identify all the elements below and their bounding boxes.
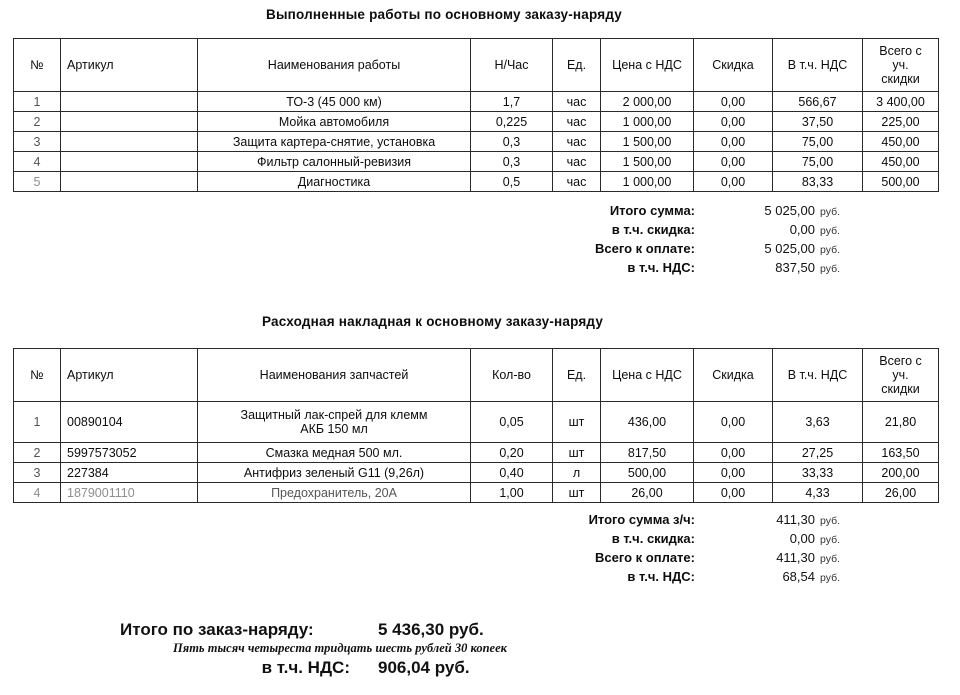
totals-row bbox=[520, 222, 890, 241]
totals-label: в т.ч. скидка: bbox=[611, 222, 695, 237]
table-row bbox=[14, 92, 939, 112]
col-header-price: Цена с НДС bbox=[601, 39, 694, 92]
cell-total: 225,00 bbox=[863, 112, 939, 132]
cell-unit: шт bbox=[553, 443, 601, 463]
col-header-discount: Скидка bbox=[694, 39, 773, 92]
cell-hours: 1,7 bbox=[471, 92, 553, 112]
cell-price: 1 500,00 bbox=[601, 132, 694, 152]
cell-name: ТО-3 (45 000 км) bbox=[198, 92, 471, 112]
cell-discount: 0,00 bbox=[694, 463, 773, 483]
table-row bbox=[14, 152, 939, 172]
col-header-discount: Скидка bbox=[694, 349, 773, 402]
col-header-article: Артикул bbox=[61, 39, 198, 92]
cell-discount: 0,00 bbox=[694, 402, 773, 443]
cell-name: Диагностика bbox=[198, 172, 471, 192]
cell-name: Смазка медная 500 мл. bbox=[198, 443, 471, 463]
cell-total: 26,00 bbox=[863, 483, 939, 503]
cell-name: Защита картера-снятие, установка bbox=[198, 132, 471, 152]
cell-price: 436,00 bbox=[601, 402, 694, 443]
cell-name bbox=[198, 402, 471, 443]
totals-row bbox=[520, 260, 890, 279]
cell-vat: 37,50 bbox=[773, 112, 863, 132]
cell-vat: 83,33 bbox=[773, 172, 863, 192]
cell-unit: час bbox=[553, 92, 601, 112]
cell-discount: 0,00 bbox=[694, 443, 773, 463]
cell-article: 00890104 bbox=[61, 402, 198, 443]
cell-price: 500,00 bbox=[601, 463, 694, 483]
col-header-number: № bbox=[14, 39, 61, 92]
cell-number: 2 bbox=[14, 112, 61, 132]
totals-value: 0,00 bbox=[789, 222, 815, 237]
cell-total: 21,80 bbox=[863, 402, 939, 443]
cell-name: Антифриз зеленый G11 (9,26л) bbox=[198, 463, 471, 483]
grand-total-row bbox=[120, 620, 560, 640]
grand-total-label: Итого по заказ-наряду: bbox=[120, 620, 314, 639]
cell-article: 227384 bbox=[61, 463, 198, 483]
cell-hours: 0,3 bbox=[471, 132, 553, 152]
totals-currency: руб. bbox=[820, 225, 841, 237]
grand-total-value: 5 436,30 руб. bbox=[378, 620, 484, 639]
table-row bbox=[14, 172, 939, 192]
totals-currency: руб. bbox=[820, 515, 841, 527]
cell-article bbox=[61, 92, 198, 112]
cell-price: 1 000,00 bbox=[601, 172, 694, 192]
cell-vat: 4,33 bbox=[773, 483, 863, 503]
cell-article bbox=[61, 152, 198, 172]
cell-unit: час bbox=[553, 112, 601, 132]
cell-number: 1 bbox=[14, 402, 61, 443]
col-header-total-line2: уч. bbox=[892, 368, 909, 382]
cell-discount: 0,00 bbox=[694, 132, 773, 152]
cell-total: 450,00 bbox=[863, 152, 939, 172]
totals-value: 0,00 bbox=[789, 531, 815, 546]
cell-number: 1 bbox=[14, 92, 61, 112]
cell-price: 2 000,00 bbox=[601, 92, 694, 112]
col-header-price: Цена с НДС bbox=[601, 349, 694, 402]
totals-currency: руб. bbox=[820, 534, 841, 546]
cell-quantity: 1,00 bbox=[471, 483, 553, 503]
col-header-total-line1: Всего с bbox=[879, 354, 922, 368]
cell-unit: час bbox=[553, 132, 601, 152]
totals-row bbox=[520, 241, 890, 260]
cell-discount: 0,00 bbox=[694, 112, 773, 132]
totals-value: 68,54 bbox=[782, 569, 815, 584]
cell-vat: 566,67 bbox=[773, 92, 863, 112]
totals-row bbox=[520, 203, 890, 222]
cell-number: 5 bbox=[14, 172, 61, 192]
totals-value: 411,30 bbox=[776, 512, 815, 527]
cell-discount: 0,00 bbox=[694, 483, 773, 503]
grand-total-block bbox=[120, 620, 560, 678]
cell-hours: 0,3 bbox=[471, 152, 553, 172]
cell-article bbox=[61, 172, 198, 192]
cell-total: 3 400,00 bbox=[863, 92, 939, 112]
table-row bbox=[14, 132, 939, 152]
col-header-total bbox=[863, 39, 939, 92]
cell-unit: час bbox=[553, 152, 601, 172]
col-header-unit: Ед. bbox=[553, 349, 601, 402]
amount-in-words: Пять тысяч четыреста тридцать шесть рублей 30 копеек bbox=[173, 641, 507, 655]
cell-name: Предохранитель, 20А bbox=[198, 483, 471, 503]
cell-total: 500,00 bbox=[863, 172, 939, 192]
cell-unit: час bbox=[553, 172, 601, 192]
cell-discount: 0,00 bbox=[694, 92, 773, 112]
cell-price: 26,00 bbox=[601, 483, 694, 503]
col-header-vat: В т.ч. НДС bbox=[773, 39, 863, 92]
parts-table bbox=[13, 348, 939, 503]
totals-currency: руб. bbox=[820, 244, 841, 256]
works-totals-block bbox=[520, 203, 890, 279]
totals-currency: руб. bbox=[820, 263, 841, 275]
col-header-vat: В т.ч. НДС bbox=[773, 349, 863, 402]
cell-article: 1879001110 bbox=[61, 483, 198, 503]
totals-label: Всего к оплате: bbox=[595, 241, 695, 256]
cell-vat: 75,00 bbox=[773, 132, 863, 152]
totals-currency: руб. bbox=[820, 206, 841, 218]
cell-article bbox=[61, 132, 198, 152]
cell-number: 3 bbox=[14, 463, 61, 483]
col-header-quantity: Кол-во bbox=[471, 349, 553, 402]
cell-article bbox=[61, 112, 198, 132]
totals-row bbox=[520, 512, 890, 531]
works-table bbox=[13, 38, 939, 192]
cell-number: 4 bbox=[14, 152, 61, 172]
table-row bbox=[14, 402, 939, 443]
cell-name: Мойка автомобиля bbox=[198, 112, 471, 132]
totals-label: Итого сумма з/ч: bbox=[588, 512, 695, 527]
col-header-article: Артикул bbox=[61, 349, 198, 402]
cell-number: 4 bbox=[14, 483, 61, 503]
totals-label: в т.ч. скидка: bbox=[611, 531, 695, 546]
totals-label: в т.ч. НДС: bbox=[627, 260, 695, 275]
cell-name: Фильтр салонный-ревизия bbox=[198, 152, 471, 172]
cell-total: 200,00 bbox=[863, 463, 939, 483]
cell-price: 1 500,00 bbox=[601, 152, 694, 172]
cell-number: 2 bbox=[14, 443, 61, 463]
totals-value: 411,30 bbox=[776, 550, 815, 565]
col-header-number: № bbox=[14, 349, 61, 402]
cell-article: 5997573052 bbox=[61, 443, 198, 463]
cell-price: 817,50 bbox=[601, 443, 694, 463]
totals-row bbox=[520, 569, 890, 588]
grand-vat-value: 906,04 руб. bbox=[378, 658, 470, 677]
totals-value: 5 025,00 bbox=[764, 241, 815, 256]
cell-discount: 0,00 bbox=[694, 152, 773, 172]
cell-name-line1: Защитный лак-спрей для клемм bbox=[240, 408, 428, 422]
cell-price: 1 000,00 bbox=[601, 112, 694, 132]
table-row bbox=[14, 443, 939, 463]
parts-section-title: Расходная накладная к основному заказу-наряду bbox=[262, 314, 604, 329]
totals-currency: руб. bbox=[820, 572, 841, 584]
col-header-name: Наименования запчастей bbox=[198, 349, 471, 402]
col-header-hours: Н/Час bbox=[471, 39, 553, 92]
works-table-header-row bbox=[14, 39, 939, 92]
totals-currency: руб. bbox=[820, 553, 841, 565]
table-row bbox=[14, 483, 939, 503]
cell-vat: 33,33 bbox=[773, 463, 863, 483]
cell-hours: 0,5 bbox=[471, 172, 553, 192]
col-header-total-line3: скидки bbox=[881, 382, 920, 396]
parts-totals-block bbox=[520, 512, 890, 588]
parts-table-header-row bbox=[14, 349, 939, 402]
totals-label: Всего к оплате: bbox=[595, 550, 695, 565]
cell-number: 3 bbox=[14, 132, 61, 152]
col-header-unit: Ед. bbox=[553, 39, 601, 92]
totals-value: 5 025,00 bbox=[764, 203, 815, 218]
col-header-name: Наименования работы bbox=[198, 39, 471, 92]
totals-row bbox=[520, 550, 890, 569]
works-section-title: Выполненные работы по основному заказу-наряду bbox=[266, 7, 622, 22]
table-row bbox=[14, 463, 939, 483]
cell-vat: 75,00 bbox=[773, 152, 863, 172]
cell-hours: 0,225 bbox=[471, 112, 553, 132]
cell-unit: шт bbox=[553, 402, 601, 443]
grand-vat-row bbox=[120, 658, 560, 678]
cell-total: 163,50 bbox=[863, 443, 939, 463]
col-header-total-line1: Всего с bbox=[879, 44, 922, 58]
totals-value: 837,50 bbox=[775, 260, 815, 275]
totals-row bbox=[520, 531, 890, 550]
col-header-total-line3: скидки bbox=[881, 72, 920, 86]
cell-quantity: 0,05 bbox=[471, 402, 553, 443]
col-header-total-line2: уч. bbox=[892, 58, 909, 72]
cell-quantity: 0,40 bbox=[471, 463, 553, 483]
totals-label: Итого сумма: bbox=[609, 203, 695, 218]
cell-discount: 0,00 bbox=[694, 172, 773, 192]
cell-quantity: 0,20 bbox=[471, 443, 553, 463]
cell-name-line2: АКБ 150 мл bbox=[300, 422, 368, 436]
cell-unit: шт bbox=[553, 483, 601, 503]
cell-vat: 3,63 bbox=[773, 402, 863, 443]
col-header-total bbox=[863, 349, 939, 402]
cell-vat: 27,25 bbox=[773, 443, 863, 463]
cell-unit: л bbox=[553, 463, 601, 483]
table-row bbox=[14, 112, 939, 132]
totals-label: в т.ч. НДС: bbox=[627, 569, 695, 584]
cell-total: 450,00 bbox=[863, 132, 939, 152]
grand-vat-label: в т.ч. НДС: bbox=[261, 658, 350, 677]
